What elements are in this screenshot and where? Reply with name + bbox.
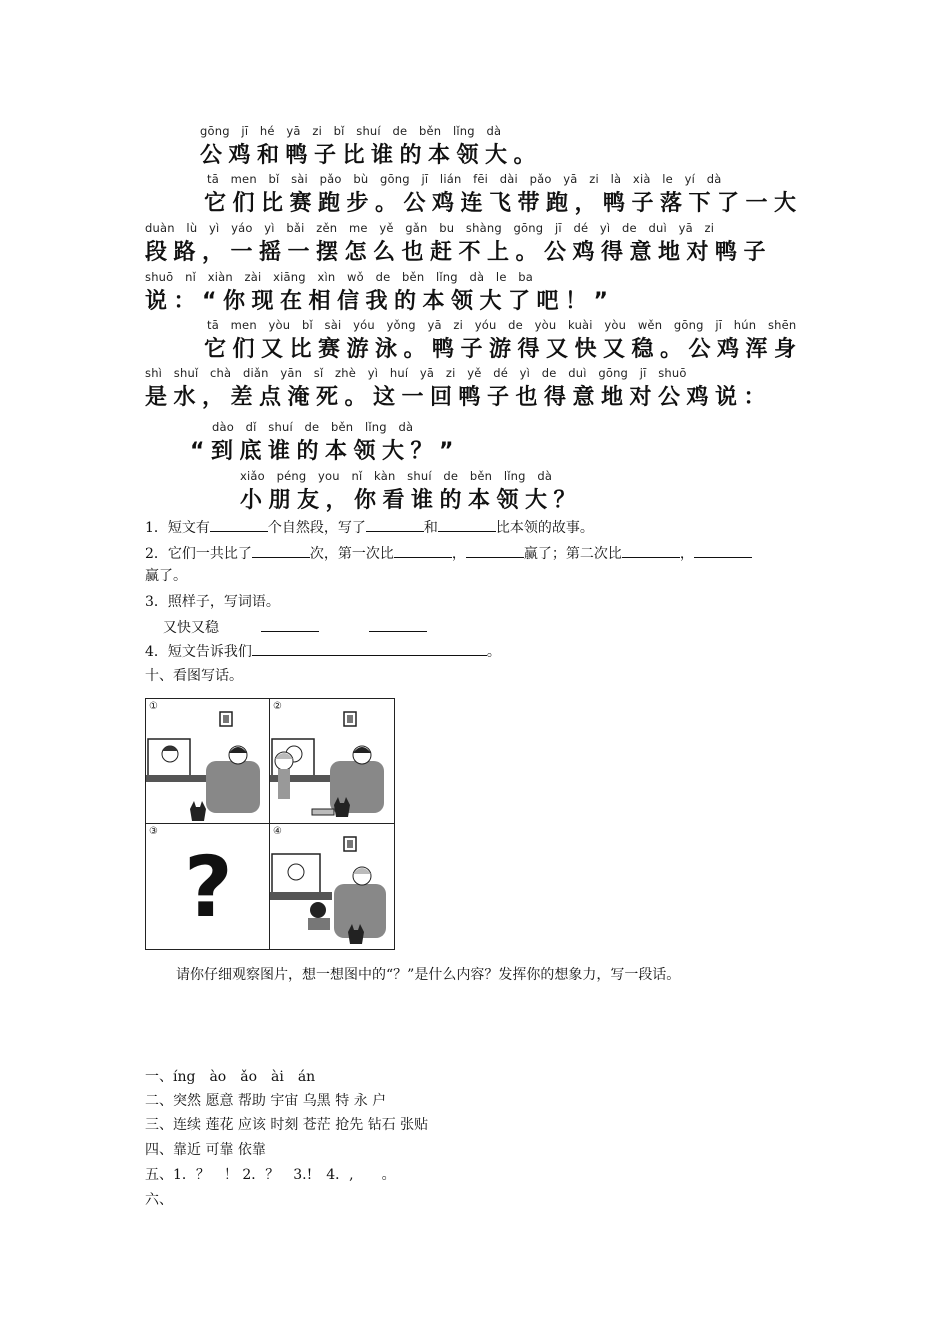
comic-panel-2: ②	[270, 699, 394, 824]
answer-blank[interactable]	[438, 517, 496, 532]
comic-grid	[145, 698, 395, 950]
answer-line-5: 五、1．？ ！ 2．？ 3.! 4．, 。	[145, 1167, 396, 1183]
answer-blank[interactable]	[694, 543, 752, 558]
answer-line-1: 一、íng ào ǎo ài án	[145, 1069, 316, 1085]
question-2: 2．它们一共比了 次，第一次比 ， 赢了；第二次比 ，	[145, 543, 752, 564]
pinyin-row: dào dǐ shuí de běn lǐng dà	[212, 420, 414, 434]
answer-line-4: 四、靠近 可靠 依靠	[145, 1142, 266, 1158]
question-4: 4．短文告诉我们 。	[145, 641, 501, 662]
passage-line-3	[0, 221, 950, 269]
hanzi-row: 小朋友，你看谁的本领大？	[240, 488, 583, 513]
answer-blank[interactable]	[466, 543, 524, 558]
passage-line-2	[0, 172, 950, 220]
pinyin-row: shì shuǐ chà diǎn yān sǐ zhè yì huí yā zi yě dé yì de duì gōng jī shuō	[145, 366, 687, 380]
hanzi-row: 它们比赛跑步。公鸡连飞带跑，鸭子落下了一大	[204, 191, 803, 216]
tv-watching-illustration	[270, 699, 394, 824]
passage-line-5	[0, 318, 950, 366]
hanzi-row: “到底谁的本领大？”	[190, 439, 460, 464]
pinyin-row: tā men yòu bǐ sài yóu yǒng yā zi yóu de yòu kuài yòu wěn gōng jī hún shēn	[207, 318, 797, 332]
answer-blank[interactable]	[252, 543, 310, 558]
hanzi-row: 段路，一摇一摆怎么也赶不上。公鸡得意地对鸭子	[145, 240, 773, 265]
question-3-example: 又快又稳	[163, 617, 427, 638]
answer-blank[interactable]	[210, 517, 268, 532]
passage-line-4	[0, 270, 950, 318]
section-10-title: 十、看图写话。	[145, 668, 243, 684]
comic-panel-4: ④	[270, 824, 394, 949]
answer-blank[interactable]	[252, 641, 487, 656]
pinyin-row: gōng jī hé yā zi bǐ shuí de běn lǐng dà	[200, 124, 502, 138]
passage-line-6	[0, 366, 950, 414]
comic-panel-3: ③ ?	[146, 824, 270, 949]
question-mark: ?	[184, 838, 233, 936]
passage-line-8	[0, 469, 950, 517]
pinyin-row: tā men bǐ sài pǎo bù gōng jī lián fēi dài pǎo yā zi là xià le yí dà	[207, 172, 722, 186]
hanzi-row: 是水，差点淹死。这一回鸭子也得意地对公鸡说：	[145, 385, 773, 410]
pinyin-row: xiǎo péng you nǐ kàn shuí de běn lǐng dà	[240, 469, 553, 483]
writing-instruction: 请你仔细观察图片，想一想图中的“？”是什么内容？发挥你的想象力，写一段话。	[176, 967, 681, 983]
answer-blank[interactable]	[261, 617, 319, 632]
answer-blank[interactable]	[369, 617, 427, 632]
answer-blank[interactable]	[366, 517, 424, 532]
answer-line-6: 六、	[145, 1192, 173, 1208]
tv-watching-illustration	[146, 699, 270, 824]
question-1: 1．短文有 个自然段，写了 和 比本领的故事。	[145, 517, 594, 538]
answer-blank[interactable]	[394, 543, 452, 558]
tv-watching-illustration	[270, 824, 394, 949]
comic-panel-1: ①	[146, 699, 270, 824]
passage-line-1	[0, 124, 950, 172]
answer-line-3: 三、连续 莲花 应该 时刻 苍茫 抢先 钻石 张贴	[145, 1117, 429, 1133]
hanzi-row: 公鸡和鸭子比谁的本领大。	[200, 143, 543, 168]
question-2-continued: 赢了。	[145, 568, 187, 584]
pinyin-row: shuō nǐ xiàn zài xiāng xìn wǒ de běn lǐng dà le ba	[145, 270, 534, 284]
passage-line-7	[0, 420, 950, 468]
pinyin-row: duàn lù yì yáo yì bǎi zěn me yě gǎn bu shàng gōng jī dé yì de duì yā zi	[145, 221, 715, 235]
hanzi-row: 说：“你现在相信我的本领大了吧！”	[145, 289, 615, 314]
question-3: 3．照样子，写词语。	[145, 594, 280, 610]
answer-blank[interactable]	[622, 543, 680, 558]
answer-line-2: 二、突然 愿意 帮助 宇宙 乌黑 特 永 户	[145, 1093, 387, 1109]
hanzi-row: 它们又比赛游泳。鸭子游得又快又稳。公鸡浑身	[204, 337, 803, 362]
